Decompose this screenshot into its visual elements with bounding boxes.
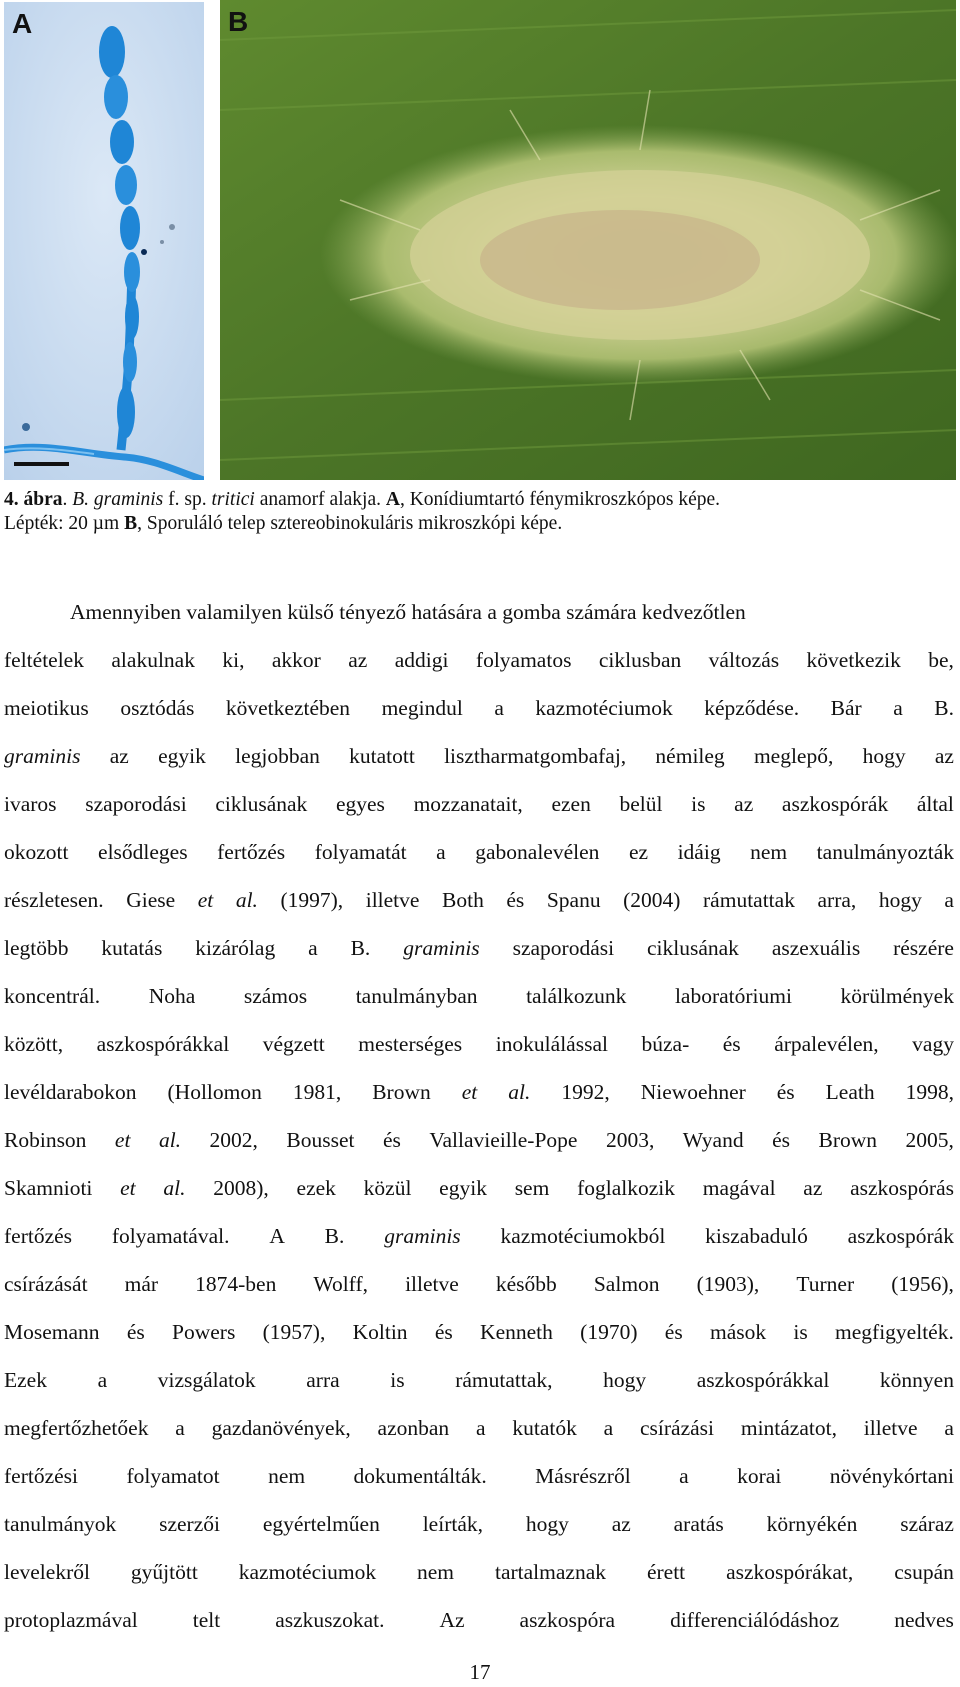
body-line: Robinson et al. 2002, Bousset és Vallavieille-Pope 2003, Wyand és Brown 2005, [4,1128,954,1152]
colony-micrograph [220,0,956,480]
body-line: fertőzés folyamatával. A B. graminis kazmotéciumokból kiszabaduló aszkospórák [4,1224,954,1248]
page-number: 17 [469,1660,491,1684]
body-line: Mosemann és Powers (1957), Koltin és Kenneth (1970) és mások is megfigyelték. [4,1320,954,1344]
conidiophore-micrograph [4,2,204,480]
body-paragraph [4,588,954,1644]
body-line: tanulmányok szerzői egyértelműen leírták, hogy az aratás környékén száraz [4,1512,954,1536]
caption-line-1: 4. ábra. B. graminis f. sp. tritici anamorf alakja. A, Konídiumtartó fénymikroszkópos képe. [4,489,721,510]
figure-panel-a [4,2,204,480]
body-line: graminis az egyik legjobban kutatott lisztharmatgombafaj, némileg meglepő, hogy az [4,744,954,768]
body-line: levelekről gyűjtött kazmotéciumok nem tartalmaznak érett aszkospórákat, csupán [4,1560,954,1584]
body-line: megfertőzhetőek a gazdanövények, azonban a kutatók a csírázási mintázatot, illetve a [4,1416,954,1440]
body-line: okozott elsődleges fertőzés folyamatát a gabonalevélen ez idáig nem tanulmányozták [4,840,954,864]
body-line: fertőzési folyamatot nem dokumentálták. Másrészről a korai növénykórtani [4,1464,954,1488]
figure-panel-b [220,0,956,480]
body-line: Amennyiben valamilyen külső tényező hatására a gomba számára kedvezőtlen [70,600,746,624]
body-line: ivaros szaporodási ciklusának egyes mozzanatait, ezen belül is az aszkospórák által [4,792,954,816]
panel-b-label: B [228,6,249,37]
body-line: levéldarabokon (Hollomon 1981, Brown et al. 1992, Niewoehner és Leath 1998, [4,1080,954,1104]
body-line: feltételek alakulnak ki, akkor az addigi folyamatos ciklusban változás következik be, [4,648,954,672]
body-line: meiotikus osztódás következtében megindul a kazmotéciumok képződése. Bár a B. [4,696,954,720]
figure-number: 4. ábra [4,489,63,510]
body-line: legtöbb kutatás kizárólag a B. graminis szaporodási ciklusának aszexuális részére [4,936,954,960]
figure-caption [4,488,954,536]
caption-line-2: Lépték: 20 µm B, Sporuláló telep sztereobinokuláris mikroszkópi képe. [4,513,563,534]
body-line: Ezek a vizsgálatok arra is rámutattak, hogy aszkospórákkal könnyen [4,1368,954,1392]
body-line: csírázását már 1874-ben Wolff, illetve később Salmon (1903), Turner (1956), [4,1272,954,1296]
body-line: között, aszkospórákkal végzett mesterséges inokulálással búza- és árpalevélen, vagy [4,1032,954,1056]
panel-a-label: A [12,8,33,39]
body-line: részletesen. Giese et al. (1997), illetve Both és Spanu (2004) rámutattak arra, hogy a [4,888,954,912]
body-line: protoplazmával telt aszkuszokat. Az aszkospóra differenciálódáshoz nedves [4,1608,954,1632]
body-line: Skamnioti et al. 2008), ezek közül egyik sem foglalkozik magával az aszkospórás [4,1176,954,1200]
body-line: koncentrál. Noha számos tanulmányban találkozunk laboratóriumi körülmények [4,984,954,1008]
